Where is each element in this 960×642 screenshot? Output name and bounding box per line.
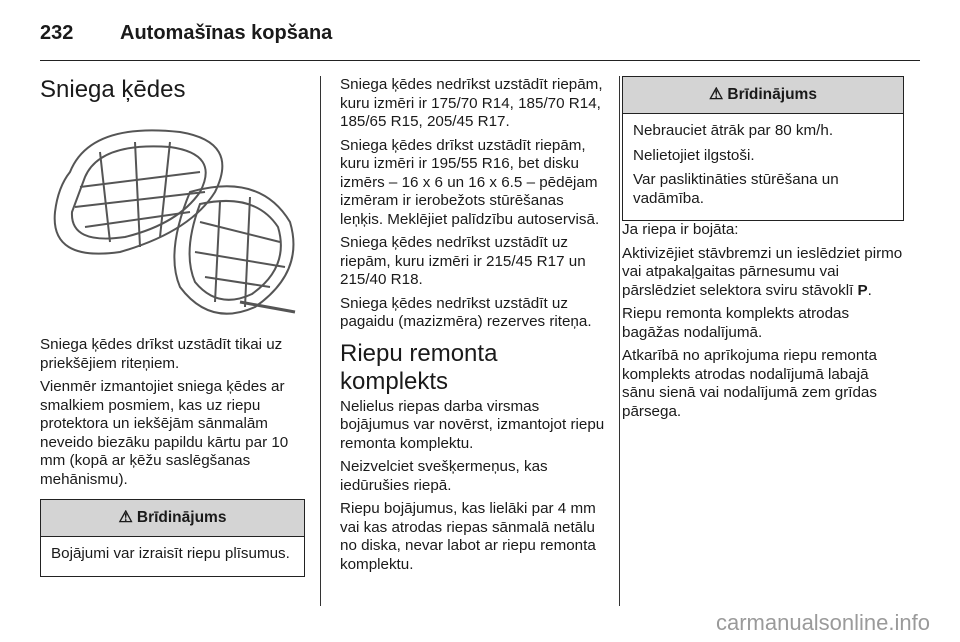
warning-line: Nelietojiet ilgstoši.: [633, 146, 755, 164]
paragraph: Atkarībā no aprīkojuma riepu remonta komplekts atrodas nodalījumā labajā sānu sienā vai nodalījumā zem grīdas pārsega.: [622, 347, 877, 420]
column-left: [40, 76, 305, 577]
warning-line: Nebrauciet ātrāk par 80 km/h.: [633, 122, 834, 139]
column-divider: [320, 76, 321, 606]
warning-triangle-icon: ⚠: [118, 508, 133, 526]
warning-body: [41, 537, 304, 576]
gear-position-label: P: [857, 281, 868, 299]
section-title-snow-chains: Sniega ķēdes: [40, 76, 186, 103]
warning-box: [40, 499, 305, 577]
warning-title: Brīdinājums: [136, 508, 227, 526]
page-header: [40, 14, 920, 54]
watermark: carmanualsonline.info: [715, 610, 930, 635]
paragraph: Sniega ķēdes drīkst uzstādīt tikai uz priekšējiem riteņiem.: [40, 336, 283, 372]
paragraph: [622, 245, 904, 301]
column-middle: [340, 76, 605, 579]
paragraph: Neizvelciet svešķermeņus, kas iedūrušies riepā.: [340, 458, 548, 494]
header-divider: [40, 60, 920, 61]
paragraph: Riepu bojājumus, kas lielāki par 4 mm vai kas atrodas riepas sānmalā netālu no diska, nevar labot ar riepu remonta komplektu.: [340, 500, 596, 573]
paragraph: Vienmēr izmantojiet sniega ķēdes ar smalkiem posmiem, kas uz riepu protektora un iekšējām sānmalām neveido biezāku papildu kārtu par 10 mm (kopā ar ķēžu saslēgšanas mehānismu).: [40, 378, 289, 488]
column-divider: [619, 76, 620, 606]
paragraph: Sniega ķēdes nedrīkst uzstādīt uz pagaidu (mazizmēra) rezerves riteņa.: [340, 294, 592, 330]
page-number: 232: [40, 22, 74, 44]
warning-box: [622, 76, 904, 221]
paragraph-text: Aktivizējiet stāvbremzi un ieslēdziet pirmo vai atpakaļgaitas pārnesumu vai pārslēdziet selektora sviru stāvoklī: [622, 244, 903, 299]
paragraph: Riepu remonta komplekts atrodas bagāžas nodalījumā.: [622, 305, 850, 341]
paragraph-end: .: [867, 281, 872, 299]
paragraph: Nelielus riepas darba virsmas bojājumus var novērst, izmantojot riepu remonta komplektu.: [340, 397, 605, 452]
snow-chains-illustration: [40, 112, 305, 322]
paragraph: Sniega ķēdes nedrīkst uzstādīt riepām, kuru izmēri ir 175/70 R14, 185/70 R14, 185/65 R15, 205/45 R17.: [340, 76, 603, 130]
warning-triangle-icon: ⚠: [709, 85, 724, 103]
column-right: [622, 76, 904, 426]
section-title-tire-repair-kit: Riepu remonta komplekts: [340, 339, 498, 395]
warning-title: Brīdinājums: [727, 85, 817, 103]
paragraph: Ja riepa ir bojāta:: [622, 221, 739, 238]
warning-header: [41, 500, 304, 537]
warning-header: [623, 77, 903, 114]
warning-body: [623, 114, 903, 220]
paragraph: Sniega ķēdes drīkst uzstādīt riepām, kuru izmēri ir 195/55 R16, bet disku izmērs – 16 x 6 un 16 x 6.5 – pēdējam izmēram ir ierobežots stūrēšanas leņķis. Meklējiet palīdzību autoservisā.: [340, 136, 600, 228]
chapter-title: Automašīnas kopšana: [120, 22, 333, 44]
warning-text: Bojājumi var izraisīt riepu plīsumus.: [51, 545, 290, 562]
warning-line: Var pasliktināties stūrēšana un vadāmība.: [633, 171, 839, 207]
paragraph: Sniega ķēdes nedrīkst uzstādīt uz riepām, kuru izmēri ir 215/45 R17 un 215/40 R18.: [340, 234, 586, 288]
